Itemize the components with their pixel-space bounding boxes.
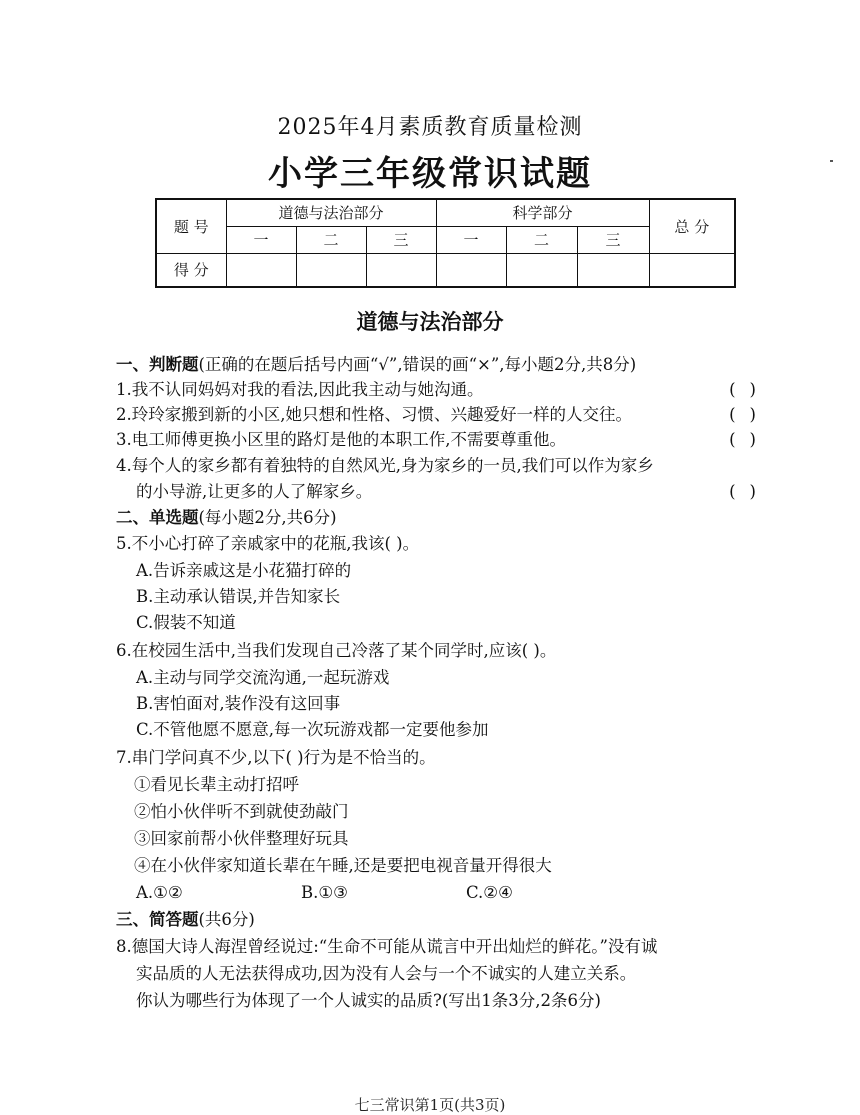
question-4 [116, 454, 778, 478]
score-row-label: 得 分 [156, 253, 226, 287]
part3-heading-line [116, 908, 778, 932]
score-cell[interactable] [506, 253, 577, 287]
answer-paren[interactable]: () [729, 380, 770, 399]
question-4-text: 4.每个人的家乡都有着独特的自然风光,身为家乡的一员,我们可以作为家乡 [116, 456, 654, 475]
score-table [155, 198, 736, 288]
question-6: 6.在校园生活中,当我们发现自己冷落了某个同学时,应该( )。 [116, 641, 557, 660]
question-8-prompt: 你认为哪些行为体现了一个人诚实的品质?(写出1条3分,2条6分) [136, 991, 601, 1010]
score-table-label: 题 号 [156, 199, 226, 253]
question-6-option[interactable]: A.主动与同学交流沟通,一起玩游戏 [136, 668, 390, 687]
score-table-col: 一 [226, 226, 296, 253]
question-6-option[interactable]: B.害怕面对,装作没有这回事 [136, 694, 341, 713]
part1-heading: 一、判断题 [116, 355, 199, 374]
part3-instruction: (共6分) [198, 910, 255, 929]
question-7-option[interactable]: C.②④ [466, 883, 513, 902]
question-7-item: ④在小伙伴家知道长辈在午睡,还是要把电视音量开得很大 [134, 856, 552, 875]
question-7-item: ③回家前帮小伙伴整理好玩具 [134, 829, 349, 848]
question-2 [116, 403, 778, 427]
question-5: 5.不小心打碎了亲戚家中的花瓶,我该( )。 [116, 534, 420, 553]
question-7-option[interactable]: B.①③ [301, 883, 348, 902]
page-footer: 七三常识第1页(共3页) [354, 1096, 506, 1114]
score-table-col: 二 [296, 226, 366, 253]
score-table-col: 一 [436, 226, 506, 253]
question-4-cont [136, 480, 778, 504]
question-5-option[interactable]: B.主动承认错误,并告知家长 [136, 587, 341, 606]
question-5-option[interactable]: C.假装不知道 [136, 613, 236, 632]
exam-title: 小学三年级常识试题 [268, 154, 592, 194]
question-3 [116, 428, 778, 452]
part3-heading: 三、简答题 [116, 910, 199, 929]
question-7-item: ①看见长辈主动打招呼 [134, 775, 299, 794]
question-7: 7.串门学问真不少,以下( )行为是不恰当的。 [116, 748, 436, 767]
score-table-col: 三 [366, 226, 436, 253]
score-cell[interactable] [577, 253, 649, 287]
exam-subtitle: 2025年4月素质教育质量检测 [277, 115, 583, 140]
part2-heading: 二、单选题 [116, 508, 199, 527]
question-5-option[interactable]: A.告诉亲戚这是小花猫打碎的 [136, 561, 352, 580]
score-total-cell[interactable] [649, 253, 735, 287]
question-7-option[interactable]: A.①② [136, 883, 183, 902]
part1-heading-line [116, 353, 778, 377]
score-table-science-group: 科学部分 [436, 199, 649, 226]
question-7-item: ②怕小伙伴听不到就使劲敲门 [134, 802, 349, 821]
answer-paren[interactable]: () [729, 430, 770, 449]
question-3-text: 3.电工师傅更换小区里的路灯是他的本职工作,不需要尊重他。 [116, 430, 566, 449]
question-1 [116, 378, 778, 402]
answer-paren[interactable]: () [729, 405, 770, 424]
question-6-option[interactable]: C.不管他愿不愿意,每一次玩游戏都一定要他参加 [136, 720, 489, 739]
score-table-col: 三 [577, 226, 649, 253]
question-1-text: 1.我不认同妈妈对我的看法,因此我主动与她沟通。 [116, 380, 484, 399]
score-table-moral-group: 道德与法治部分 [226, 199, 436, 226]
score-cell[interactable] [296, 253, 366, 287]
part2-instruction: (每小题2分,共6分) [198, 508, 337, 527]
question-2-text: 2.玲玲家搬到新的小区,她只想和性格、习惯、兴趣爱好一样的人交往。 [116, 405, 632, 424]
score-table-col: 二 [506, 226, 577, 253]
question-8-cont: 实品质的人无法获得成功,因为没有人会与一个不诚实的人建立关系。 [136, 964, 637, 983]
question-8: 8.德国大诗人海涅曾经说过:“生命不可能从谎言中开出灿烂的鲜花。”没有诚 [116, 937, 658, 956]
section-title: 道德与法治部分 [356, 309, 504, 334]
question-7-options [136, 881, 798, 905]
answer-paren[interactable]: () [729, 482, 770, 501]
score-table-total: 总 分 [649, 199, 735, 253]
part1-instruction: (正确的在题后括号内画“√”,错误的画“×”,每小题2分,共8分) [198, 355, 637, 374]
score-cell[interactable] [436, 253, 506, 287]
score-cell[interactable] [366, 253, 436, 287]
score-cell[interactable] [226, 253, 296, 287]
part2-heading-line [116, 506, 778, 530]
question-4-text-cont: 的小导游,让更多的人了解家乡。 [136, 482, 373, 501]
